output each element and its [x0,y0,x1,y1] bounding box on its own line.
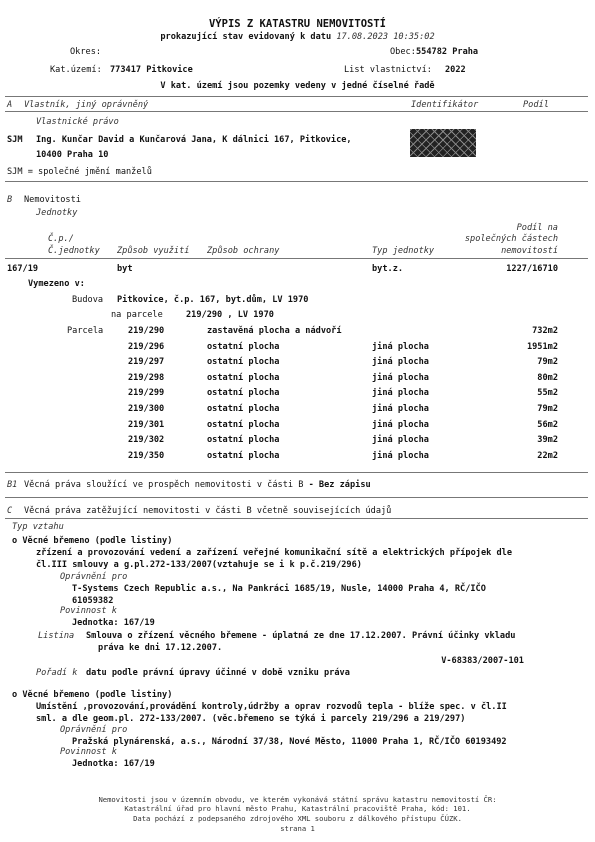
parcel-area: 56m2 [537,420,558,430]
parcel-id: 219/298 [128,373,165,383]
entry1-poradi-label: Pořadí k [36,668,78,678]
redacted-identifier [410,129,476,157]
parcel-id: 219/290 [128,326,165,336]
parcel-area: 80m2 [537,373,558,383]
owner-line1: Ing. Kunčar David a Kunčarová Jana, K dálnici 167, Pitkovice, [36,135,352,145]
entry1-head: o Věcné břemeno (podle listiny) [12,536,173,546]
parcel-id: 219/297 [128,357,165,367]
entry2-opravneni1: Pražská plynárenská, a.s., Národní 37/38, Nové Město, 11000 Praha 1, RČ/IČO 60193492 [72,737,507,747]
parcel-use: jiná plocha [372,342,429,352]
section-b-sub: Jednotky [36,208,78,218]
parcel-area: 55m2 [537,388,558,398]
okres-label: Okres: [70,47,102,57]
parcel-use: jiná plocha [372,388,429,398]
entry1-povinnost-label: Povinnost k [60,606,117,616]
lv-label: List vlastnictví: [344,65,432,75]
parcel-area: 79m2 [537,404,558,414]
divider [5,518,588,519]
col-podil-3: nemovitostí [501,246,558,256]
budova-label: Budova [72,295,104,305]
col-identifikator: Identifikátor [411,100,479,110]
owner-code: SJM [7,135,23,145]
katuzemi-label: Kat.území: [50,65,102,75]
col-zpusob-vyuziti: Způsob využití [117,246,190,256]
parcel-id: 219/296 [128,342,165,352]
owner-line2: 10400 Praha 10 [36,150,109,160]
entry2-povinnost: Jednotka: 167/19 [72,759,155,769]
parcel-id: 219/301 [128,420,165,430]
katuzemi-value: 773417 Pitkovice [110,65,193,75]
parcel-use: jiná plocha [372,451,429,461]
section-b1-value: - Bez zápisu [308,480,371,490]
entry1-text1: zřízení a provozování vedení a zařízení veřejné komunikační sítě a elektrických přípojek dle [36,548,512,558]
section-b1-letter: B1 [7,480,18,490]
col-zpusob-ochrany: Způsob ochrany [207,246,280,256]
parcel-area: 732m2 [532,326,558,336]
parcel-type: ostatní plocha [207,404,280,414]
entry1-listina-ref: V-68383/2007-101 [441,656,524,666]
na-parcele-value: 219/290 , LV 1970 [186,310,274,320]
parcel-id: 219/299 [128,388,165,398]
unit-share: 1227/16710 [506,264,558,274]
entry1-listina-label: Listina [38,631,75,641]
col-cj: Č.jednotky [48,246,100,256]
parcel-use: jiná plocha [372,357,429,367]
parcel-id: 219/302 [128,435,165,445]
lv-value: 2022 [445,65,466,75]
parcel-type: ostatní plocha [207,357,280,367]
page-title: VÝPIS Z KATASTRU NEMOVITOSTÍ [208,18,386,30]
divider [5,111,588,112]
parcel-type: zastavěná plocha a nádvoří [207,326,342,336]
col-podil-2: společných částech [464,234,558,244]
entry1-opravneni2: 61059382 [72,596,114,606]
parcel-type: ostatní plocha [207,342,280,352]
entry1-povinnost: Jednotka: 167/19 [72,618,155,628]
section-c-title: Věcná práva zatěžující nemovitosti v části B včetně souvisejících údajů [24,506,392,516]
subtitle-date: 17.08.2023 10:35:02 [336,32,435,42]
parcel-type: ostatní plocha [207,451,280,461]
parcel-type: ostatní plocha [207,373,280,383]
parcel-area: 22m2 [537,451,558,461]
entry2-povinnost-label: Povinnost k [60,747,117,757]
entry1-listina1: Smlouva o zřízení věcného břemene - úplatná ze dne 17.12.2007. Právní účinky vkladu [86,631,516,641]
obec-label: Obec: [390,47,416,57]
subtitle [0,32,595,42]
col-podil: Podíl [523,100,549,110]
divider [5,258,588,259]
section-a-sub: Vlastnické právo [36,117,119,127]
entry1-poradi: datu podle právní úpravy účinné v době vzniku práva [86,668,350,678]
budova-value: Pitkovice, č.p. 167, byt.dům, LV 1970 [117,295,309,305]
subtitle-prefix: prokazující stav evidovaný k datu [160,32,332,42]
section-b-letter: B [7,195,13,205]
parcel-type: ostatní plocha [207,388,280,398]
parcel-use: jiná plocha [372,435,429,445]
section-a-letter: A [7,100,13,110]
unit-id: 167/19 [7,264,39,274]
typ-vztahu-label: Typ vztahu [12,522,64,532]
entry2-text2: sml. a dle geom.pl. 272-133/2007. (věc.břemeno se týká i parcely 219/296 a 219/297) [36,714,466,724]
col-cp: Č.p./ [48,234,74,244]
parcel-use: jiná plocha [372,373,429,383]
divider [5,96,588,97]
section-b-title: Nemovitosti [24,195,81,205]
entry1-listina2: práva ke dni 17.12.2007. [98,643,223,653]
section-b1-title [24,480,371,490]
entry1-opravneni-label: Oprávnění pro [60,572,128,582]
section-c-letter: C [7,506,13,516]
section-b1-text: Věcná práva sloužící ve prospěch nemovitosti v části B [24,480,304,490]
na-parcele-label: na parcele [111,310,163,320]
vymezeno-label: Vymezeno v: [28,279,85,289]
parcel-type: ostatní plocha [207,435,280,445]
header-note: V kat. území jsou pozemky vedeny v jedné číselné řadě [160,81,435,91]
entry1-opravneni1: T-Systems Czech Republic a.s., Na Pankráci 1685/19, Nusle, 14000 Praha 4, RČ/IČO [72,584,486,594]
parcel-area: 39m2 [537,435,558,445]
parcel-use: jiná plocha [372,420,429,430]
parcela-label: Parcela [67,326,104,336]
parcel-id: 219/350 [128,451,165,461]
footer-line1: Nemovitosti jsou v územním obvodu, ve kterém vykonává státní správu katastru nemovitostí ČR: [98,795,497,804]
parcel-use: jiná plocha [372,404,429,414]
unit-type: byt.z. [372,264,404,274]
divider [5,181,588,182]
sjm-legend: SJM = společné jmění manželů [7,167,152,177]
col-typ-jednotky: Typ jednotky [372,246,435,256]
parcel-type: ostatní plocha [207,420,280,430]
obec-value: 554782 Praha [416,47,479,57]
entry2-text1: Umístění ,provozování,provádění kontroly,údržby a oprav rozvodů tepla - blíže spec. v čl.II [36,702,507,712]
entry2-head: o Věcné břemeno (podle listiny) [12,690,173,700]
divider [5,472,588,473]
entry1-text2: čl.III smlouvy a g.pl.272-133/2007(vztahuje se i k p.č.219/296) [36,560,362,570]
footer-line3: Data pochází z podepsaného zdrojového XML souboru z dálkového přístupu ČÚZK. [133,814,462,823]
page-number: strana 1 [280,824,315,833]
entry2-opravneni-label: Oprávnění pro [60,725,128,735]
parcel-area: 1951m2 [526,342,558,352]
unit-use: byt [117,264,133,274]
divider [5,497,588,498]
section-a-title: Vlastník, jiný oprávněný [24,100,149,110]
col-podil-1: Podíl na [516,223,558,233]
footer-line2: Katastrální úřad pro hlavní město Prahu, Katastrální pracoviště Praha, kód: 101. [124,804,471,813]
parcel-id: 219/300 [128,404,165,414]
parcel-area: 79m2 [537,357,558,367]
